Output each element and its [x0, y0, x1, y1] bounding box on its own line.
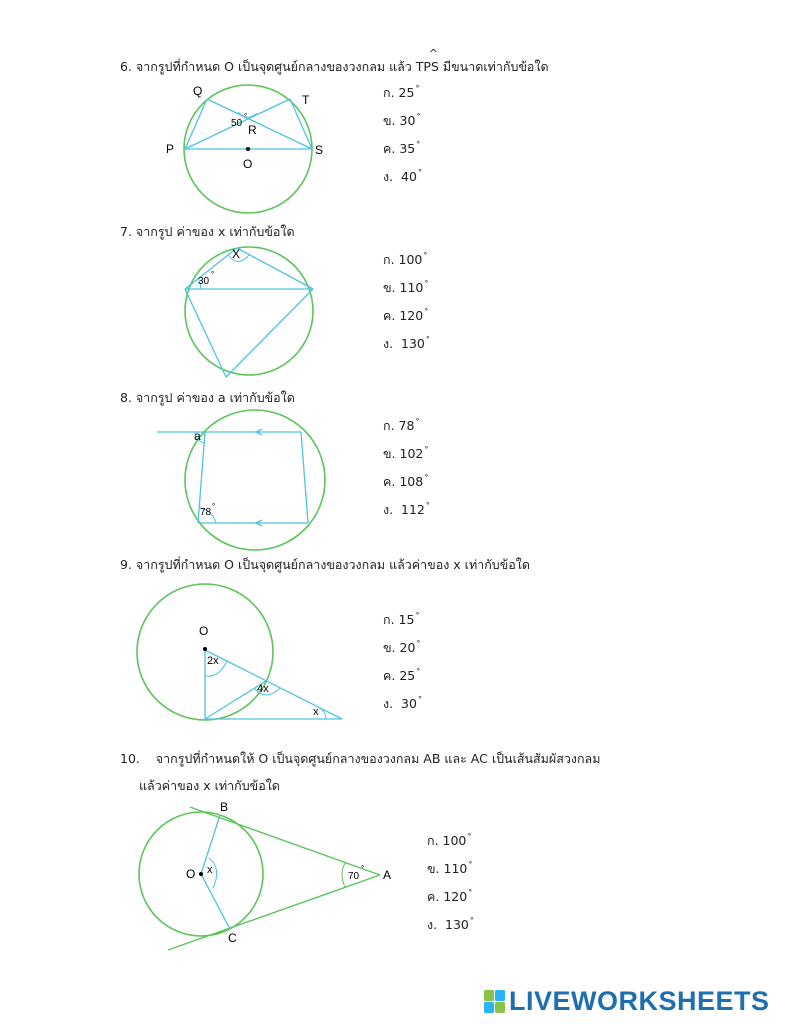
center-point: [246, 147, 250, 151]
figure-q10: [135, 795, 400, 955]
side-right: [301, 432, 308, 523]
label-4x: 4x: [257, 683, 269, 695]
center-point: [203, 647, 207, 651]
question-number: 6.: [120, 59, 132, 74]
chord-right-bottom: [226, 289, 313, 377]
figure-q8: [155, 400, 335, 560]
question-10-text: [120, 749, 600, 769]
angle-hat: ^: [428, 47, 439, 60]
q10-option-2: ข. 110°: [427, 860, 473, 876]
question-number: 9.: [120, 557, 132, 572]
label-p: P: [166, 142, 175, 156]
degree-mark: °: [211, 270, 215, 279]
angle-letters: TPS: [415, 59, 439, 74]
tangent-ab: [190, 807, 380, 875]
q8-option-4: ง. 112°: [383, 501, 430, 517]
label-x: X: [232, 247, 241, 261]
q10-option-4: ง. 130°: [427, 916, 474, 932]
question-9-text: [120, 555, 530, 575]
label-2x: 2x: [207, 655, 219, 667]
q7-option-4: ง. 130°: [383, 335, 430, 351]
liveworksheets-logo: [484, 986, 770, 1017]
q6-option-2: ข. 30°: [383, 112, 421, 128]
label-r: R: [248, 123, 257, 137]
label-angle: 50: [231, 118, 243, 129]
q10-option-3: ค. 120°: [427, 888, 473, 904]
q7-option-1: ก. 100°: [383, 251, 428, 267]
question-prompt-2: แล้วค่าของ x เท่ากับข้อใด: [139, 778, 280, 793]
degree-mark: °: [244, 112, 248, 121]
angle-arc-70: [342, 863, 345, 887]
question-prompt: จากรูปที่กำหนดให้ O เป็นจุดศูนย์กลางของวงกลม AB และ AC เป็นเส้นสัมผัสวงกลม: [155, 751, 601, 766]
figure-q6: [150, 80, 350, 220]
degree-mark: °: [212, 502, 216, 511]
chord-top-right: [237, 248, 313, 289]
label-a: A: [383, 868, 392, 882]
q9-option-1: ก. 15°: [383, 611, 420, 627]
chord-left-top: [185, 248, 237, 289]
q9-option-2: ข. 20°: [383, 639, 421, 655]
label-o: O: [186, 867, 196, 881]
chord-left-bottom: [185, 289, 226, 377]
q8-option-1: ก. 78°: [383, 417, 420, 433]
question-prompt: จากรูป ค่าของ a เท่ากับข้อใด: [135, 390, 295, 405]
question-prompt: จากรูป ค่าของ x เท่ากับข้อใด: [135, 224, 295, 239]
tangent-ac: [168, 875, 380, 950]
question-number: 10.: [120, 751, 140, 766]
logo-badge-icon: [484, 990, 506, 1014]
question-prompt-end: มีขนาดเท่ากับข้อใด: [442, 59, 549, 74]
angle-name: [415, 47, 439, 74]
center-point: [199, 872, 203, 876]
q8-option-3: ค. 108°: [383, 473, 429, 489]
label-o: O: [243, 157, 253, 171]
circle: [185, 410, 325, 550]
question-number: 7.: [120, 224, 132, 239]
logo-text: LIVEWORKSHEETS: [509, 986, 770, 1016]
label-o: O: [199, 624, 209, 638]
circle: [185, 247, 313, 375]
figure-q7: [175, 235, 325, 385]
label-s: S: [315, 143, 324, 157]
label-angle: 30: [198, 276, 210, 287]
q9-option-3: ค. 25°: [383, 667, 421, 683]
q6-option-3: ค. 35°: [383, 140, 421, 156]
label-a: a: [194, 429, 201, 443]
q9-option-4: ง. 30°: [383, 695, 422, 711]
label-angle: 70: [348, 871, 360, 882]
q8-option-2: ข. 102°: [383, 445, 429, 461]
figure-q9: [135, 575, 350, 725]
q7-option-3: ค. 120°: [383, 307, 429, 323]
question-6-text: [120, 47, 549, 77]
question-prompt: จากรูปที่กำหนด O เป็นจุดศูนย์กลางของวงกลม แล้วค่าของ x เท่ากับข้อใด: [135, 557, 530, 572]
label-b: B: [220, 800, 229, 814]
label-x: x: [207, 864, 213, 876]
degree-mark: °: [361, 864, 365, 873]
label-c: C: [228, 931, 237, 945]
q7-option-2: ข. 110°: [383, 279, 429, 295]
q6-option-1: ก. 25°: [383, 84, 420, 100]
label-x: x: [313, 706, 319, 718]
label-angle: 78: [200, 507, 212, 518]
question-10-text-line2: [139, 776, 280, 796]
label-q: Q: [193, 84, 203, 98]
q6-option-4: ง. 40°: [383, 168, 422, 184]
label-t: T: [302, 93, 310, 107]
question-number: 8.: [120, 390, 132, 405]
q10-option-1: ก. 100°: [427, 832, 472, 848]
question-prompt: จากรูปที่กำหนด O เป็นจุดศูนย์กลางของวงกลม แล้ว: [135, 59, 412, 74]
